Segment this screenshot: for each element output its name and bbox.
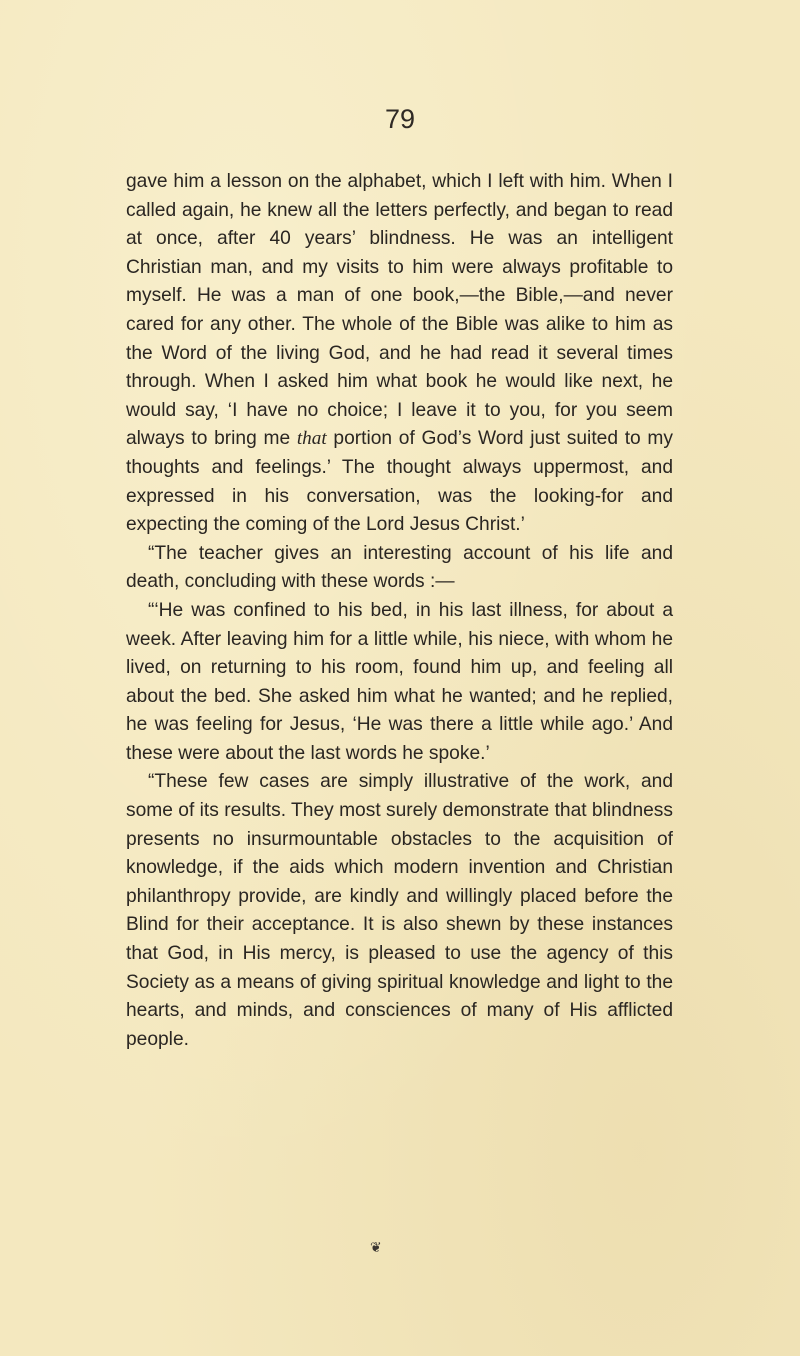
body-text: [126, 168, 673, 1054]
ornament-mark: ❦: [370, 1241, 382, 1256]
paragraph-4: “These few cases are simply illustrative of the work, and some of its results. They most surely demonstrate that blindness presents no insurmountable obstacles to the acquisition of knowledge, if the aids which modern invention and Christian philanthropy provide, are kindly and willingly placed before the Blind for their acceptance. It is also shewn by these instances that God, in His mercy, is pleased to use the agency of this Society as a means of giving spiritual knowledge and light to the hearts, and minds, and consciences of many of His afflicted people.: [126, 771, 673, 1050]
paragraph-3: “‘He was confined to his bed, in his last illness, for about a week. After leaving him for a little while, his niece, with whom he lived, on returning to his room, found him up, and feeling all about the bed. She asked him what he wanted; and he replied, he was feeling for Jesus, ‘He was there a little while ago.’ And these were about the last words he spoke.’: [126, 599, 673, 764]
paragraph-1-emphasis: that: [296, 428, 327, 450]
paragraph-1-text-after: portion of God’s Word just suited to my thoughts and feelings.’ The thought always uppermost, and expressed in his conversation, was the looking-for and expecting the coming of the Lord Jesus Christ.’: [126, 428, 674, 536]
paragraph-2: “The teacher gives an interesting account of his life and death, concluding with these words :—: [126, 542, 673, 593]
paragraph-1: [126, 168, 673, 540]
paragraph-1-text-before: gave him a lesson on the alphabet, which I left with him. When I called again, he knew all the letters perfectly, and began to read at once, after 40 years’ blindness. He was an intelligent Christian man, and my visits to him were always profitable to myself. He was a man of one book,—the Bible,—and never cared for any other. The whole of the Bible was alike to him as the Word of the living God, and he had read it several times through. When I asked him what book he would like next, he would say, ‘I have no choice; I leave it to you, for you seem always to bring me: [126, 171, 673, 450]
page-number: 79: [384, 104, 416, 134]
